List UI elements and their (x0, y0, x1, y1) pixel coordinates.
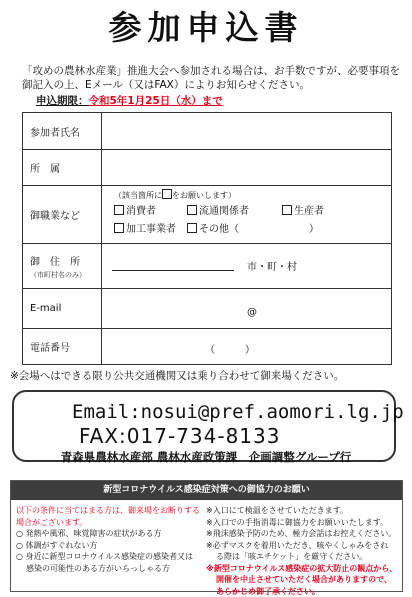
covid-left-item: ○ 体調がすぐれない方 (16, 540, 204, 552)
covid-conditions (16, 505, 204, 574)
option-distribution[interactable]: 流通関係者 (187, 203, 249, 221)
phone-field[interactable] (102, 329, 392, 365)
address-field[interactable] (102, 244, 392, 289)
phone-label: 電話番号 (23, 329, 102, 365)
deadline (36, 93, 223, 108)
email-label: E-mail (23, 289, 102, 329)
access-note: ※会場へはできる限り公共交通機関又は乗り合わせて御来場ください。 (10, 368, 344, 383)
occupation-field (102, 186, 392, 244)
option-processor[interactable]: 加工事業者 (114, 221, 176, 239)
address-sublabel: （市町村名のみ） (30, 270, 100, 280)
covid-left-item: 感染の可能性のある方がいらっしゃる方 (16, 563, 204, 575)
contact-department: 青森県農林水産部 農林水産政策課 企画調整グループ行 (14, 449, 398, 465)
phone-area-code: （ ） (205, 341, 255, 356)
covid-notice (10, 480, 403, 592)
checkmark-icon (162, 189, 172, 199)
option-consumer[interactable]: 消費者 (114, 203, 156, 221)
name-label: 参加者氏名 (23, 113, 102, 150)
option-other-close: ） (309, 221, 319, 239)
address-suffix: 市・町・村 (247, 258, 297, 273)
address-label: 御 住 所 (30, 257, 80, 268)
contact-email[interactable]: Email:nosui@pref.aomori.lg.jp (72, 401, 404, 423)
covid-cancel-note: あらかじめ御了承ください。 (206, 586, 400, 597)
covid-left-intro: 場合がございます。 (16, 517, 204, 529)
deadline-label: 申込期限： (36, 95, 89, 107)
covid-heading: 新型コロナウイルス感染症対策への御協力のお願い (11, 481, 402, 500)
occupation-note: （該当箇所に をお願いします） (114, 189, 236, 201)
intro-text: 「攻めの農林水産業」推進大会へ参加される場合は、お手数ですが、必要事項を御記入の上、Eメール（又はFAX）によりお知らせください。 (22, 64, 402, 92)
checkbox-icon[interactable] (114, 223, 124, 233)
covid-left-intro: 以下の条件に当てはまる方は、御来場をお断りする (16, 505, 204, 517)
checkbox-icon[interactable] (114, 205, 124, 215)
email-at-sign: @ (247, 307, 257, 318)
application-form (22, 112, 392, 365)
covid-cancel-note: 開催を中止させていただく場合がありますので、 (206, 574, 400, 586)
covid-right-item: ※入口にて検温をさせていただきます。 (206, 505, 400, 517)
affiliation-label: 所 属 (23, 150, 102, 186)
covid-right-item: ※入口での手指消毒に御協力をお願いいたします。 (206, 517, 400, 529)
deadline-value: 令和5年1月25日（水）まで (89, 95, 223, 107)
covid-left-item: ○ 身近に新型コロナウイルス感染症の感染者又は (16, 551, 204, 563)
email-field[interactable] (102, 289, 392, 329)
covid-right-item: る際は「咳エチケット」を厳守ください。 (206, 551, 400, 563)
contact-fax: FAX:017-734-8133 (79, 424, 280, 448)
covid-requests (206, 505, 400, 597)
occupation-label: 御職業など (23, 186, 102, 244)
covid-right-item: ※必ずマスクを着用いただき、咳やくしゃみをされ (206, 540, 400, 552)
checkbox-icon[interactable] (187, 205, 197, 215)
covid-right-item: ※飛沫感染予防のため、極力会話はお控えください。 (206, 528, 400, 540)
checkbox-icon[interactable] (187, 223, 197, 233)
affiliation-field[interactable] (102, 150, 392, 186)
option-other[interactable]: その他（ (187, 221, 239, 239)
name-field[interactable] (102, 113, 392, 150)
address-underline (112, 270, 234, 271)
covid-left-item: ○ 発熱や風邪、味覚障害の症状がある方 (16, 528, 204, 540)
page-title: 参加申込書 (0, 6, 412, 50)
checkbox-icon[interactable] (282, 205, 292, 215)
covid-cancel-note: ※新型コロナウイルス感染症の拡大防止の観点から、 (206, 563, 400, 575)
option-producer[interactable]: 生産者 (282, 203, 324, 221)
address-label-cell (23, 244, 102, 289)
